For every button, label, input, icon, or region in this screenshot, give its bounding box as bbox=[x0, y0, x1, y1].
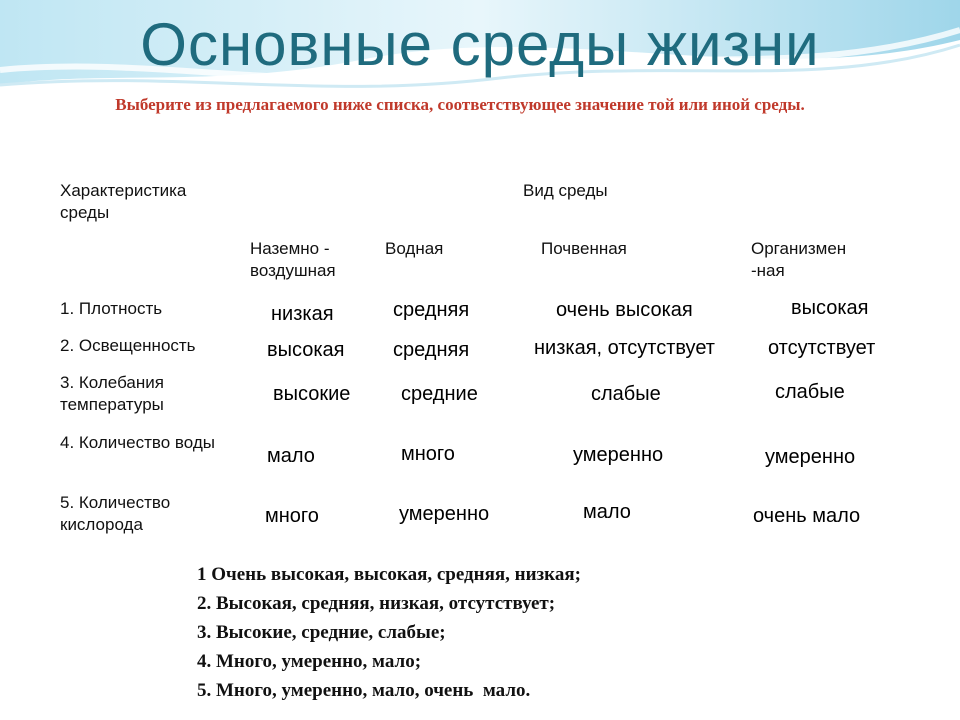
row-label-lighting: 2. Освещенность bbox=[60, 336, 196, 355]
answer-cell: отсутствует bbox=[768, 337, 876, 359]
answer-cell: средняя bbox=[393, 339, 470, 361]
answer-cell: низкая, отсутствует bbox=[534, 337, 715, 359]
answer-cell: мало bbox=[267, 445, 315, 467]
option-item: 2. Высокая, средняя, низкая, отсутствует; bbox=[197, 593, 556, 614]
answer-cell: средние bbox=[401, 383, 478, 405]
options-list bbox=[197, 560, 581, 705]
answer-cell: высокая bbox=[791, 297, 869, 319]
row-label-water: 4. Количество воды bbox=[60, 433, 215, 452]
row-label-oxygen: 5. Количество кислорода bbox=[60, 493, 171, 534]
answer-cell: средняя bbox=[393, 299, 470, 321]
answer-cell: умеренно bbox=[765, 446, 856, 468]
answer-cell: очень высокая bbox=[556, 299, 693, 321]
answer-cell: высокие bbox=[273, 383, 351, 405]
answer-cell: низкая bbox=[271, 303, 334, 325]
option-item: 3. Высокие, средние, слабые; bbox=[197, 622, 446, 643]
header-characteristic: Характеристика среды bbox=[60, 181, 187, 222]
option-item: 1 Очень высокая, высокая, средняя, низкая; bbox=[197, 564, 581, 585]
page-title: Основные среды жизни bbox=[140, 11, 820, 78]
answer-cell: слабые bbox=[591, 383, 661, 405]
row-label-temperature: 3. Колебания температуры bbox=[60, 373, 164, 414]
column-header-water: Водная bbox=[385, 239, 444, 258]
answer-cell: мало bbox=[583, 501, 631, 523]
column-header-land-air: Наземно - воздушная bbox=[250, 239, 336, 280]
answer-cell: слабые bbox=[775, 381, 845, 403]
answer-cell: много bbox=[401, 443, 455, 465]
option-item: 5. Много, умеренно, мало, очень мало. bbox=[197, 680, 531, 701]
answer-cell: высокая bbox=[267, 339, 345, 361]
header-environment-type: Вид среды bbox=[523, 181, 608, 200]
row-label-density: 1. Плотность bbox=[60, 299, 163, 318]
answer-cell: умеренно bbox=[573, 444, 664, 466]
column-header-organism: Организмен -ная bbox=[751, 239, 847, 280]
answer-cell: очень мало bbox=[753, 505, 861, 527]
answer-cell: много bbox=[265, 505, 319, 527]
option-item: 4. Много, умеренно, мало; bbox=[197, 651, 422, 672]
answer-cell: умеренно bbox=[399, 503, 490, 525]
column-header-soil: Почвенная bbox=[541, 239, 627, 258]
instruction-text: Выберите из предлагаемого ниже списка, соответствующее значение той или иной среды. bbox=[115, 95, 805, 114]
